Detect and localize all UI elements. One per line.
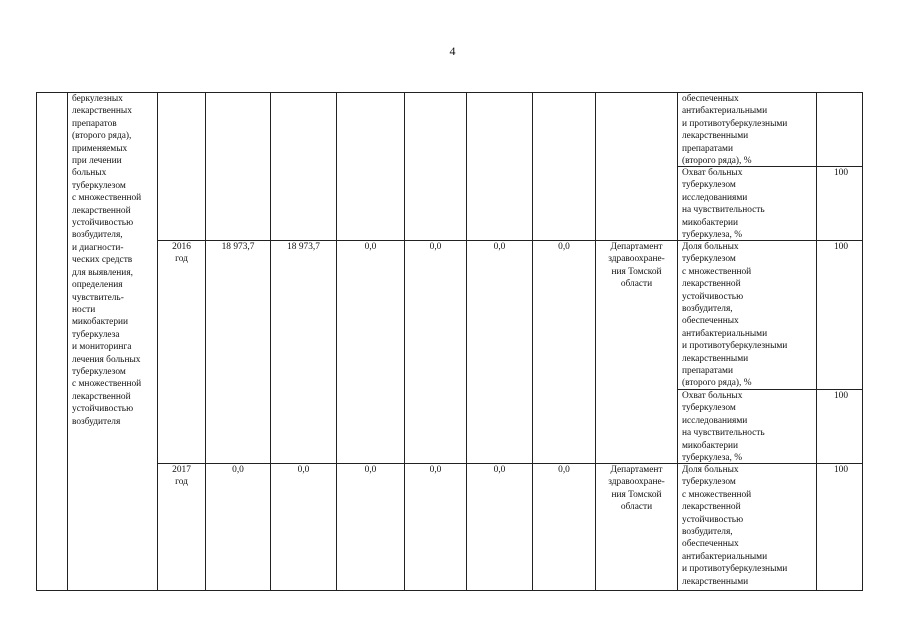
year-cell: 2017 год xyxy=(172,465,191,488)
total-cell: 0,0 xyxy=(232,465,244,475)
table-col-line xyxy=(466,92,467,590)
table-col-line xyxy=(67,92,68,590)
year-cell: 2016 год xyxy=(172,242,191,265)
value-share: 100 xyxy=(833,242,848,252)
other2-cell: 0,0 xyxy=(558,242,570,252)
value-coverage-top: 100 xyxy=(833,168,848,178)
indicator-share-continued: обеспеченных антибактериальными и противотуберкулезными лекарственными препаратами (второго ряда), % xyxy=(682,94,788,167)
table-col-line xyxy=(270,92,271,590)
local-cell: 0,0 xyxy=(429,465,442,475)
regional-cell: 0,0 xyxy=(364,465,377,475)
other1-cell: 0,0 xyxy=(493,242,506,252)
table-col-line xyxy=(336,92,337,590)
indicator-share: Доля больных туберкулезом с множественной лекарственной устойчивостью возбудителя, обеспеченных антибактериальными и противотуберкулезными лекарственными препаратами (второго ряда), % xyxy=(682,242,788,389)
other2-cell: 0,0 xyxy=(558,465,570,475)
table-col-line xyxy=(205,92,206,590)
table-col-line xyxy=(157,92,158,590)
federal-cell: 0,0 xyxy=(297,465,310,475)
executor-cell: Департамент здравоохране- ния Томской области xyxy=(608,242,665,290)
table-border-left xyxy=(36,92,37,590)
other1-cell: 0,0 xyxy=(493,465,506,475)
indicator-coverage: Охват больных туберкулезом исследованиями на чувствительность микобактерии туберкулеза, % xyxy=(682,391,765,464)
indicator-share: Доля больных туберкулезом с множественной лекарственной устойчивостью возбудителя, обеспеченных антибактериальными и противотуберкулезными лекарственными xyxy=(682,465,788,587)
executor-cell: Департамент здравоохране- ния Томской области xyxy=(608,465,665,513)
federal-cell: 18 973,7 xyxy=(287,242,320,252)
local-cell: 0,0 xyxy=(429,242,442,252)
table-border-bottom xyxy=(36,590,863,591)
value-share: 100 xyxy=(833,465,848,475)
table-col-line xyxy=(404,92,405,590)
value-coverage: 100 xyxy=(833,391,848,401)
regional-cell: 0,0 xyxy=(364,242,377,252)
table-col-line xyxy=(532,92,533,590)
total-cell: 18 973,7 xyxy=(221,242,255,252)
page-number: 4 xyxy=(449,44,456,58)
indicator-coverage-top: Охват больных туберкулезом исследованиями на чувствительность микобактерии туберкулеза, % xyxy=(682,168,765,241)
event-name-cell: беркулезных лекарственных препаратов (второго ряда), применяемых при лечении больных туберкулезом с множественной лекарственной устойчивостью возбудителя, и диагности- ческих средств для выявления, определения чувствитель- ности микобактерии туберкулеза и мониторинга лечения больных туберкулезом с множественной лекарственной устойчивостью возбудителя xyxy=(72,94,142,427)
table-col-line xyxy=(595,92,596,590)
